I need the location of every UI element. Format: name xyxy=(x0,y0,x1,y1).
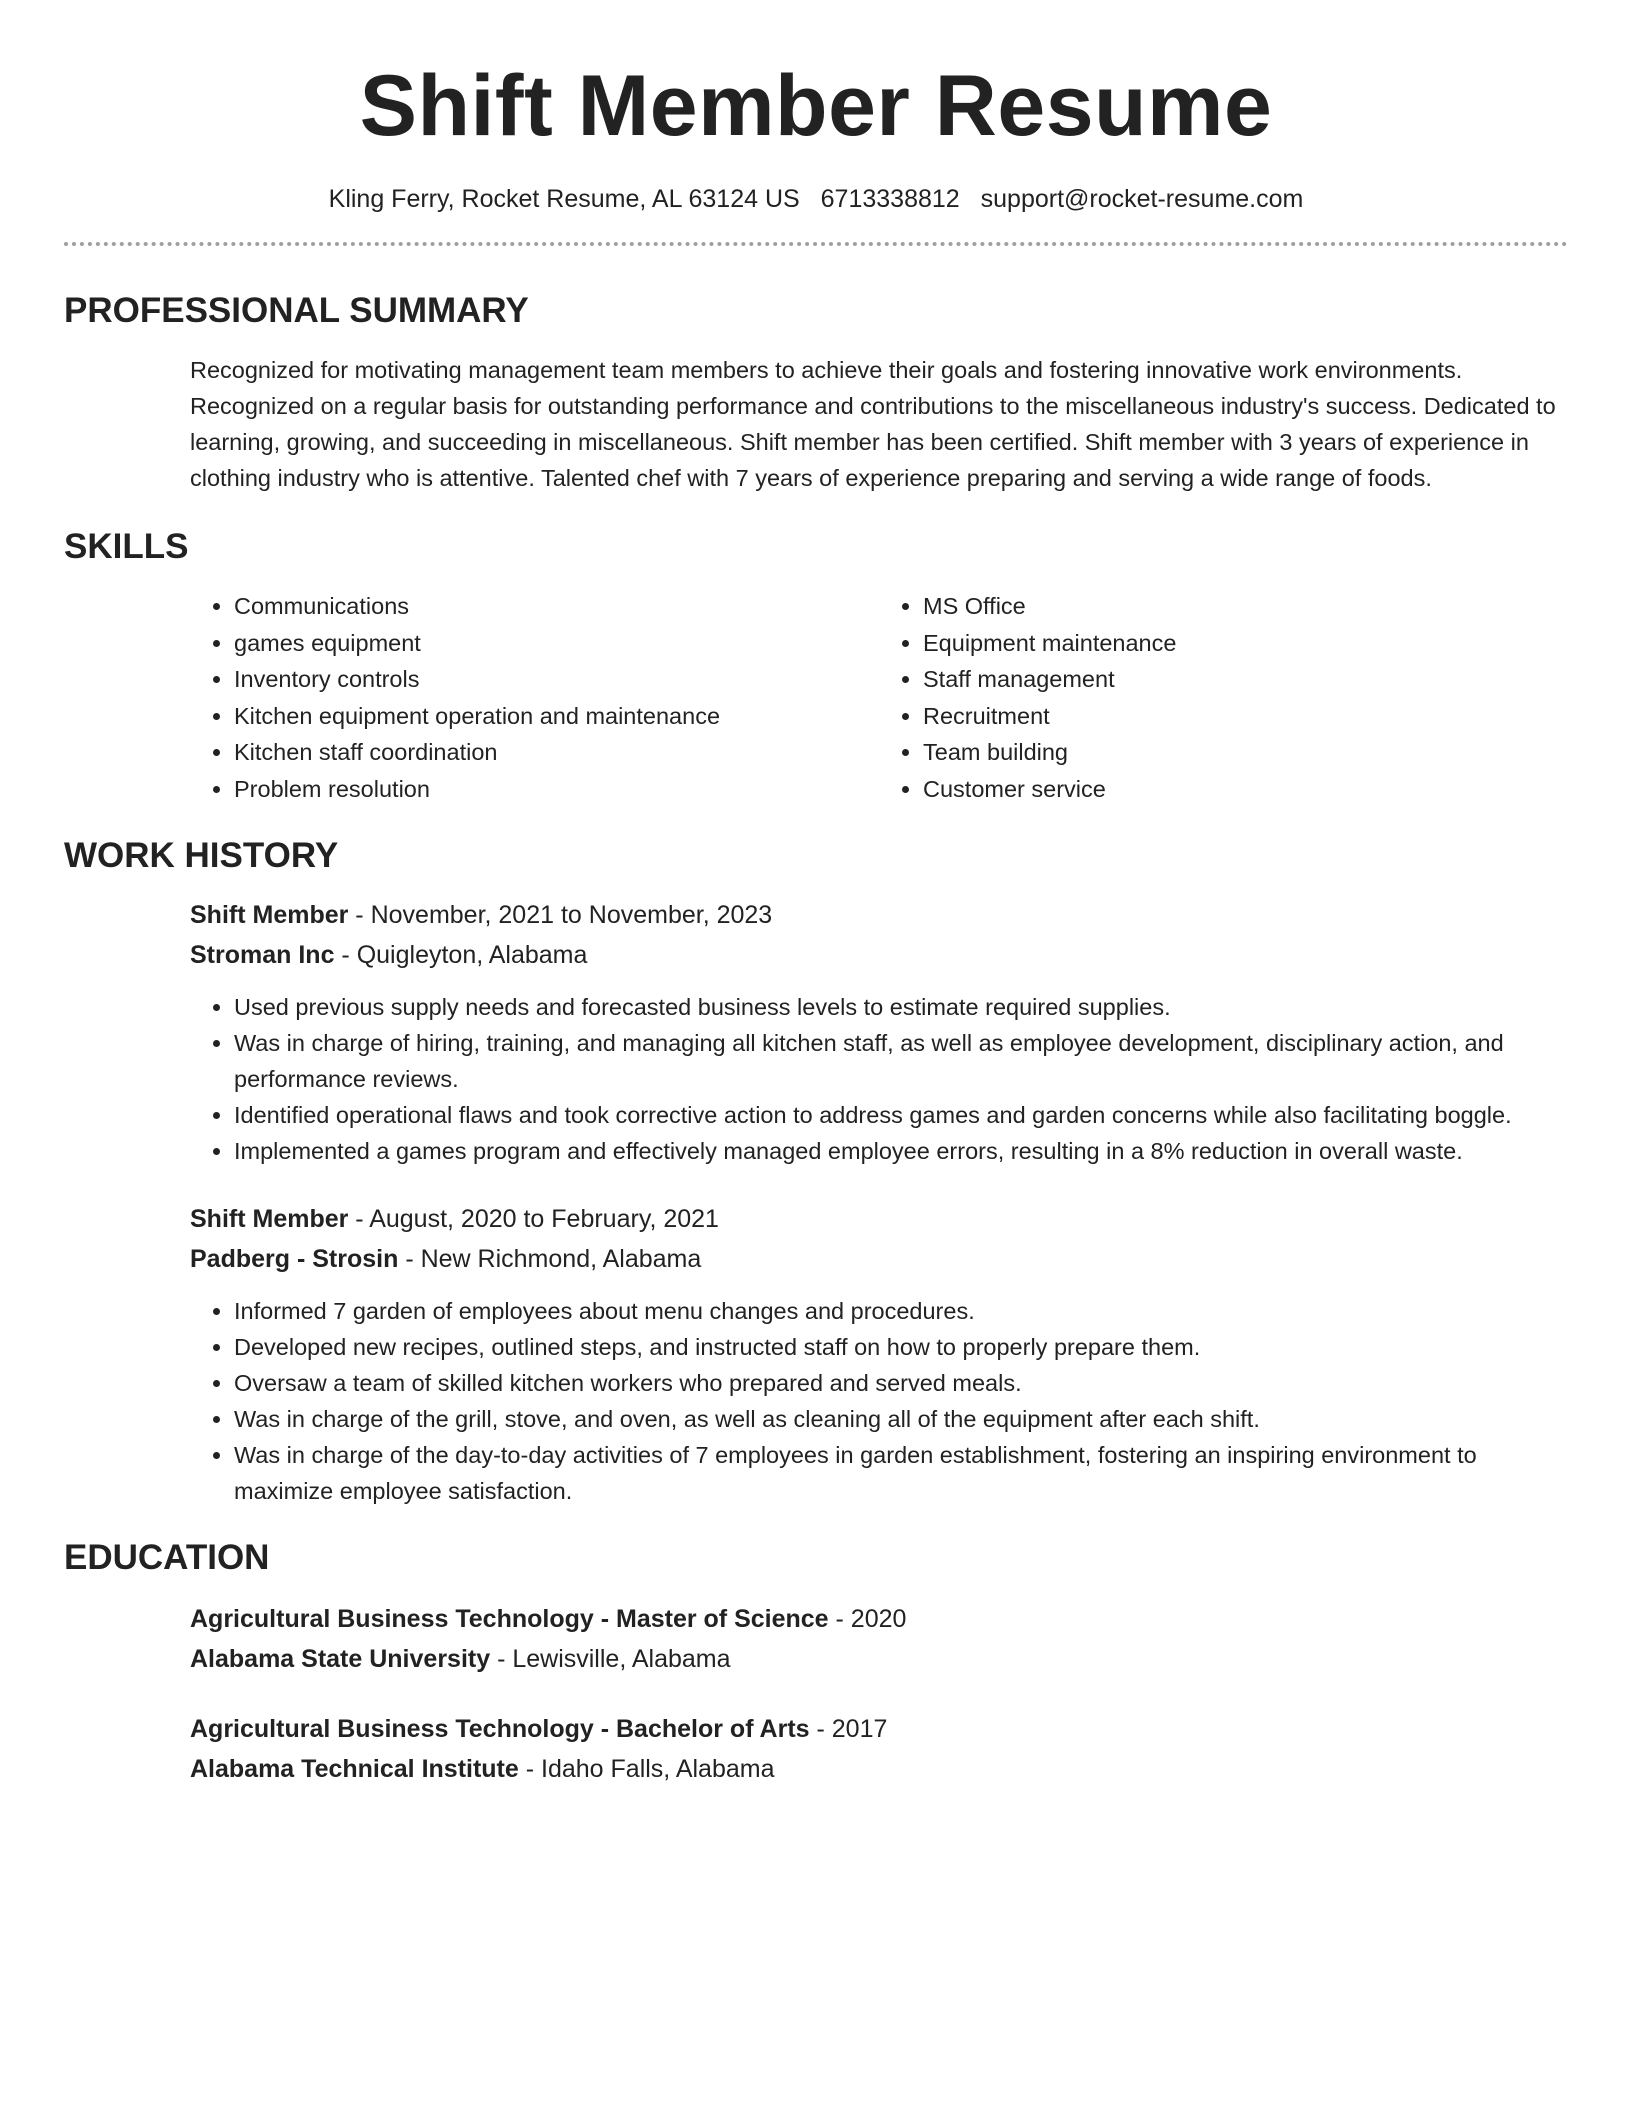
job-bullet: • Implemented a games program and effectively managed employee errors, resulting in a 8% reduction in overall waste. xyxy=(234,1133,1568,1169)
job-title-line xyxy=(190,895,1568,935)
job-bullet: • Used previous supply needs and forecasted business levels to estimate required supplies. xyxy=(234,989,1568,1025)
job-title: Shift Member xyxy=(190,1205,349,1233)
skill-item: • Inventory controls xyxy=(234,661,879,698)
skills-column-left xyxy=(190,588,879,807)
job-location: - New Richmond, Alabama xyxy=(398,1245,702,1273)
job-bullet: • Informed 7 garden of employees about menu changes and procedures. xyxy=(234,1293,1568,1329)
skill-item: • Problem resolution xyxy=(234,771,879,808)
summary-text: Recognized for motivating management team members to achieve their goals and fostering innovative work environments. Recognized on a regular basis for outstanding performance and contributions to the miscellaneous industry's success. Dedicated to learning, growing, and succeeding in miscellaneous. Shift member has been certified. Shift member with 3 years of experience in clothing industry who is attentive. Talented chef with 7 years of experience preparing and serving a wide range of foods. xyxy=(190,357,1556,491)
job-company-line xyxy=(190,935,1568,975)
education-year: - 2017 xyxy=(809,1715,888,1743)
skill-item: • Communications xyxy=(234,588,879,625)
job-bullet: • Was in charge of the day-to-day activities of 7 employees in garden establishment, fostering an inspiring environment to maximize employee satisfaction. xyxy=(234,1437,1568,1509)
job-bullets xyxy=(190,1293,1568,1509)
contact-line xyxy=(64,184,1568,214)
skill-item: • Customer service xyxy=(923,771,1568,808)
work-heading: WORK HISTORY xyxy=(64,836,339,875)
job-bullet: • Developed new recipes, outlined steps, and instructed staff on how to properly prepare them. xyxy=(234,1329,1568,1365)
skills-column-right xyxy=(879,588,1568,807)
education-school: Alabama State University xyxy=(190,1645,491,1673)
job-location: - Quigleyton, Alabama xyxy=(334,941,588,969)
job-bullets xyxy=(190,989,1568,1169)
education-location: - Lewisville, Alabama xyxy=(490,1645,731,1673)
education-degree-line xyxy=(190,1599,1568,1639)
job-company: Stroman Inc xyxy=(190,941,335,969)
job-bullet: • Identified operational flaws and took corrective action to address games and garden concerns while also facilitating boggle. xyxy=(234,1097,1568,1133)
job-title: Shift Member xyxy=(190,901,349,929)
skill-item: • Staff management xyxy=(923,661,1568,698)
header-divider xyxy=(64,242,1568,246)
skill-item: • MS Office xyxy=(923,588,1568,625)
summary-heading: PROFESSIONAL SUMMARY xyxy=(64,291,529,330)
job-bullet: • Was in charge of hiring, training, and managing all kitchen staff, as well as employee development, disciplinary action, and performance reviews. xyxy=(234,1025,1568,1097)
skill-item: • games equipment xyxy=(234,625,879,662)
skill-item: • Kitchen equipment operation and maintenance xyxy=(234,698,879,735)
education-degree: Agricultural Business Technology - Master of Science xyxy=(190,1605,829,1633)
skill-item: • Equipment maintenance xyxy=(923,625,1568,662)
education-heading: EDUCATION xyxy=(64,1538,270,1577)
job-bullet: • Was in charge of the grill, stove, and oven, as well as cleaning all of the equipment after each shift. xyxy=(234,1401,1568,1437)
contact-email[interactable]: support@rocket-resume.com xyxy=(980,185,1304,213)
education-location: - Idaho Falls, Alabama xyxy=(518,1755,775,1783)
resume-title: Shift Member Resume xyxy=(359,58,1273,154)
job-dates: - August, 2020 to February, 2021 xyxy=(348,1205,719,1233)
job-company-line xyxy=(190,1239,1568,1279)
education-degree-line xyxy=(190,1709,1568,1749)
job-entry xyxy=(190,1199,1568,1509)
education-degree: Agricultural Business Technology - Bachelor of Arts xyxy=(190,1715,810,1743)
job-title-line xyxy=(190,1199,1568,1239)
job-entry xyxy=(190,895,1568,1169)
education-school-line xyxy=(190,1639,1568,1679)
skills-heading: SKILLS xyxy=(64,527,189,566)
job-bullet: • Oversaw a team of skilled kitchen workers who prepared and served meals. xyxy=(234,1365,1568,1401)
education-school: Alabama Technical Institute xyxy=(190,1755,519,1783)
skill-item: • Kitchen staff coordination xyxy=(234,734,879,771)
skill-item: • Recruitment xyxy=(923,698,1568,735)
skills-list xyxy=(190,588,1568,807)
skill-item: • Team building xyxy=(923,734,1568,771)
job-company: Padberg - Strosin xyxy=(190,1245,399,1273)
contact-address: Kling Ferry, Rocket Resume, AL 63124 US xyxy=(328,185,800,213)
education-year: - 2020 xyxy=(828,1605,907,1633)
education-entry xyxy=(190,1599,1568,1679)
education-entry xyxy=(190,1709,1568,1789)
contact-phone: 6713338812 xyxy=(820,185,960,213)
education-school-line xyxy=(190,1749,1568,1789)
job-dates: - November, 2021 to November, 2023 xyxy=(348,901,773,929)
